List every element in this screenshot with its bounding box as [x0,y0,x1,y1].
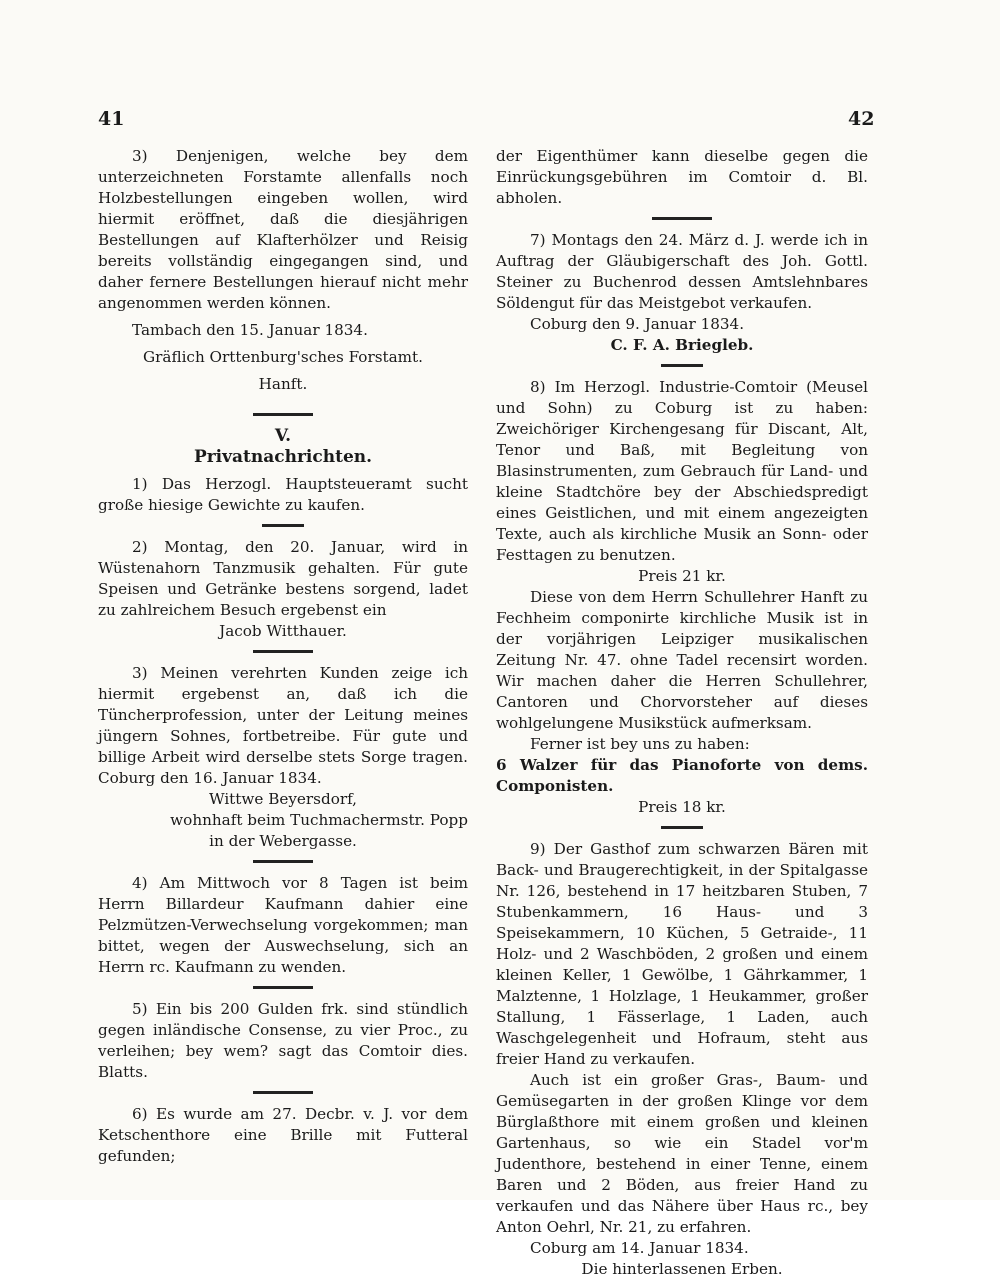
notice-8-waltz: 6 Walzer für das Pianoforte von dems. Componisten. [496,756,868,795]
forestry-place-date: Tambach den 15. Januar 1834. [132,321,368,339]
notice-9: 9) Der Gasthof zum schwarzen Bären mit Back- und Braugerechtigkeit, in der Spitalgasse Nr. 126, bestehend in 17 heitzbaren Stuben, 7 Stubenkammern, 16 Haus- und 3 Speisekammern, 10 Küchen, 5 Getraide-, 11 Holz- und 2 Waschböden, 2 großen und einem kleinen Keller, 1 Gewölbe, 1 Gährkammer, 1 Malztenne, 1 Holzlage, 1 Heukammer, großer Stallung, 1 Fässerlage, 1 Laden, auch Waschgelegenheit und Hofraum, steht aus freier Hand zu verkaufen. [496,840,868,1068]
notice-3-signer-address: wohnhaft beim Tuchmachermstr. Popp [170,811,468,829]
forestry-notice-text: 3) Denjenigen, welche bey dem unterzeichneten Forstamte allenfalls noch Holzbestellungen eingeben wollen, wird hiermit eröffnet, daß die diesjährigen Bestellungen auf Klafterhölzer und Reisig bereits vollständig eingegangen sind, und daher fernere Bestellungen hierauf nicht mehr angenommen werden können. [98,147,468,312]
notice-divider [661,364,703,367]
notice-4: 4) Am Mittwoch vor 8 Tagen ist beim Herrn Billardeur Kaufmann dahier eine Pelzmützen-Verwechselung vorgekommen; man bittet, wegen der Auswechselung, sich an Herrn rc. Kaufmann zu wenden. [98,874,468,976]
notice-6-continued: der Eigenthümer kann dieselbe gegen die Einrückungsgebühren im Comtoir d. Bl. abholen. [496,147,868,207]
notice-3-signer: Wittwe Beyersdorf, [208,790,358,808]
notice-divider [652,217,712,220]
forestry-signer: Hanft. [258,375,308,393]
forestry-office: Gräflich Orttenburg'sches Forstamt. [143,348,423,366]
notice-6: 6) Es wurde am 27. Decbr. v. J. vor dem Ketschenthore eine Brille mit Futteral gefunden; [98,1105,468,1165]
notice-7-place-date: Coburg den 9. Januar 1834. [530,315,745,333]
notice-2-signer: Jacob Witthauer. [219,622,347,640]
notice-7: 7) Montags den 24. März d. J. werde ich in Auftrag der Gläubigerschaft des Joh. Gottl. Steiner zu Buchenrod dessen Amtslehnbares Söldengut für das Meistgebot verkaufen. [496,231,868,312]
notice-3: 3) Meinen verehrten Kunden zeige ich hiermit ergebenst an, daß ich die Tüncherprofession, unter der Leitung meines jüngern Sohnes, fortbetreibe. Für gute und billige Arbeit wird derselbe stets Sorge tragen. Coburg den 16. Januar 1834. [98,664,468,787]
section-divider [253,413,313,416]
notice-divider [253,1091,313,1094]
right-column [496,146,868,1280]
notice-5: 5) Ein bis 200 Gulden frk. sind stündlich gegen inländische Consense, zu vier Proc., zu verleihen; bey wem? sagt das Comtoir dies. Blatts. [98,1000,468,1081]
notice-3-signer-street: in der Webergasse. [209,832,357,850]
notice-9-signer: Die hinterlassenen Erben. [581,1260,783,1278]
notice-divider [253,650,313,653]
notice-7-signer: C. F. A. Briegleb. [610,336,754,354]
notice-8: 8) Im Herzogl. Industrie-Comtoir (Meusel und Sohn) zu Coburg ist zu haben: Zweichöriger Kirchengesang für Discant, Alt, Tenor und Baß, mit Begleitung von Blasinstrumenten, zum Gebrauch für Land- und kleine Stadtchöre bey der Abschiedspredigt eines Geistlichen, und mit einem angezeigten Texte, auch als kirchliche Musik an Sonn- oder Festtagen zu benutzen. [496,378,868,564]
page-number-left: 41 [98,108,125,130]
section-title: Privatnachrichten. [193,447,373,467]
section-number: V. [274,426,292,446]
notice-2: 2) Montag, den 20. Januar, wird in Wüstenahorn Tanzmusik gehalten. Für gute Speisen und Getränke bestens sorgend, ladet zu zahlreichem Besuch ergebenst ein [98,538,468,619]
notice-1: 1) Das Herzogl. Hauptsteueramt sucht große hiesige Gewichte zu kaufen. [98,475,468,514]
notice-divider [262,524,304,527]
page-number-right: 42 [848,108,875,130]
left-column [98,146,468,1167]
notice-divider [253,860,313,863]
notice-divider [661,826,703,829]
notice-8-review: Diese von dem Herrn Schullehrer Hanft zu Fechheim componirte kirchliche Musik ist in der vorjährigen Leipziger musikalischen Zeitung Nr. 47. ohne Tadel recensirt worden. Wir machen daher die Herren Schullehrer, Cantoren und Chorvorsteher auf dieses wohlgelungene Musikstück aufmerksam. [496,588,868,732]
notice-divider [253,986,313,989]
notice-9-garden: Auch ist ein großer Gras-, Baum- und Gemüsegarten in der großen Klinge vor dem Bürglaßthore mit einem großen und kleinen Gartenhaus, so wie ein Stadel vor'm Judenthore, bestehend in einer Tenne, einem Baren und 2 Böden, aus freier Hand zu verkaufen und das Nähere über Haus rc., bey Anton Oehrl, Nr. 21, zu erfahren. [496,1071,868,1236]
notice-9-place-date: Coburg am 14. Januar 1834. [530,1239,749,1257]
notice-8-price: Preis 21 kr. [638,567,726,585]
notice-8-price-2: Preis 18 kr. [638,798,726,816]
notice-8-also-available: Ferner ist bey uns zu haben: [530,735,750,753]
